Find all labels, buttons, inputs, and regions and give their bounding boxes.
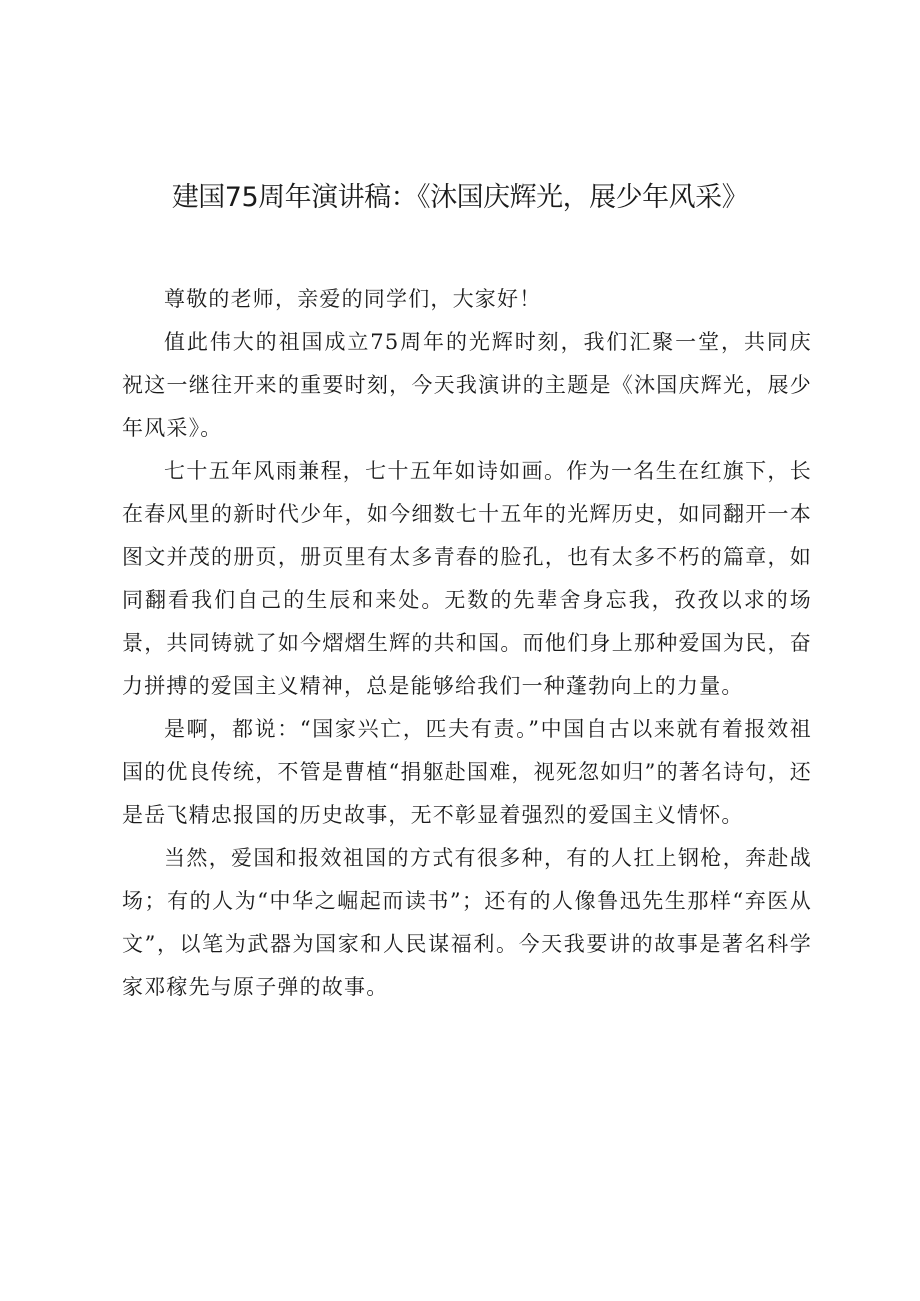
document-title: 建国75周年演讲稿：《沐国庆辉光，展少年风采》	[171, 182, 749, 213]
tradition-paragraph: 是啊，都说：“国家兴亡，匹夫有责。”中国自古以来就有着报效祖国的优良传统，不管是曹植“捐躯赴国难，视死忽如归”的著名诗句，还是岳飞精忠报国的历史故事，无不彰显着强烈的爱国主义情怀。	[122, 717, 812, 827]
greeting-paragraph: 尊敬的老师，亲爱的同学们，大家好！	[164, 287, 542, 311]
history-paragraph: 七十五年风雨兼程，七十五年如诗如画。作为一名生在红旗下，长在春风里的新时代少年，如今细数七十五年的光辉历史，如同翻开一本图文并茂的册页，册页里有太多青春的脸孔，也有太多不朽的篇章，如同翻看我们自己的生辰和来处。无数的先辈舍身忘我，孜孜以求的场景，共同铸就了如今熠熠生辉的共和国。而他们身上那种爱国为民，奋力拼搏的爱国主义精神，总是能够给我们一种蓬勃向上的力量。	[122, 459, 812, 698]
document-body	[122, 278, 812, 1009]
patriotism-ways-paragraph: 当然，爱国和报效祖国的方式有很多种，有的人扛上钢枪，奔赴战场；有的人为“中华之崛起而读书”；还有的人像鲁迅先生那样“弃医从文”，以笔为武器为国家和人民谋福利。今天我要讲的故事是著名科学家邓稼先与原子弹的故事。	[122, 846, 812, 999]
intro-paragraph: 值此伟大的祖国成立75周年的光辉时刻，我们汇聚一堂，共同庆祝这一继往开来的重要时刻，今天我演讲的主题是《沐国庆辉光，展少年风采》。	[122, 330, 812, 440]
